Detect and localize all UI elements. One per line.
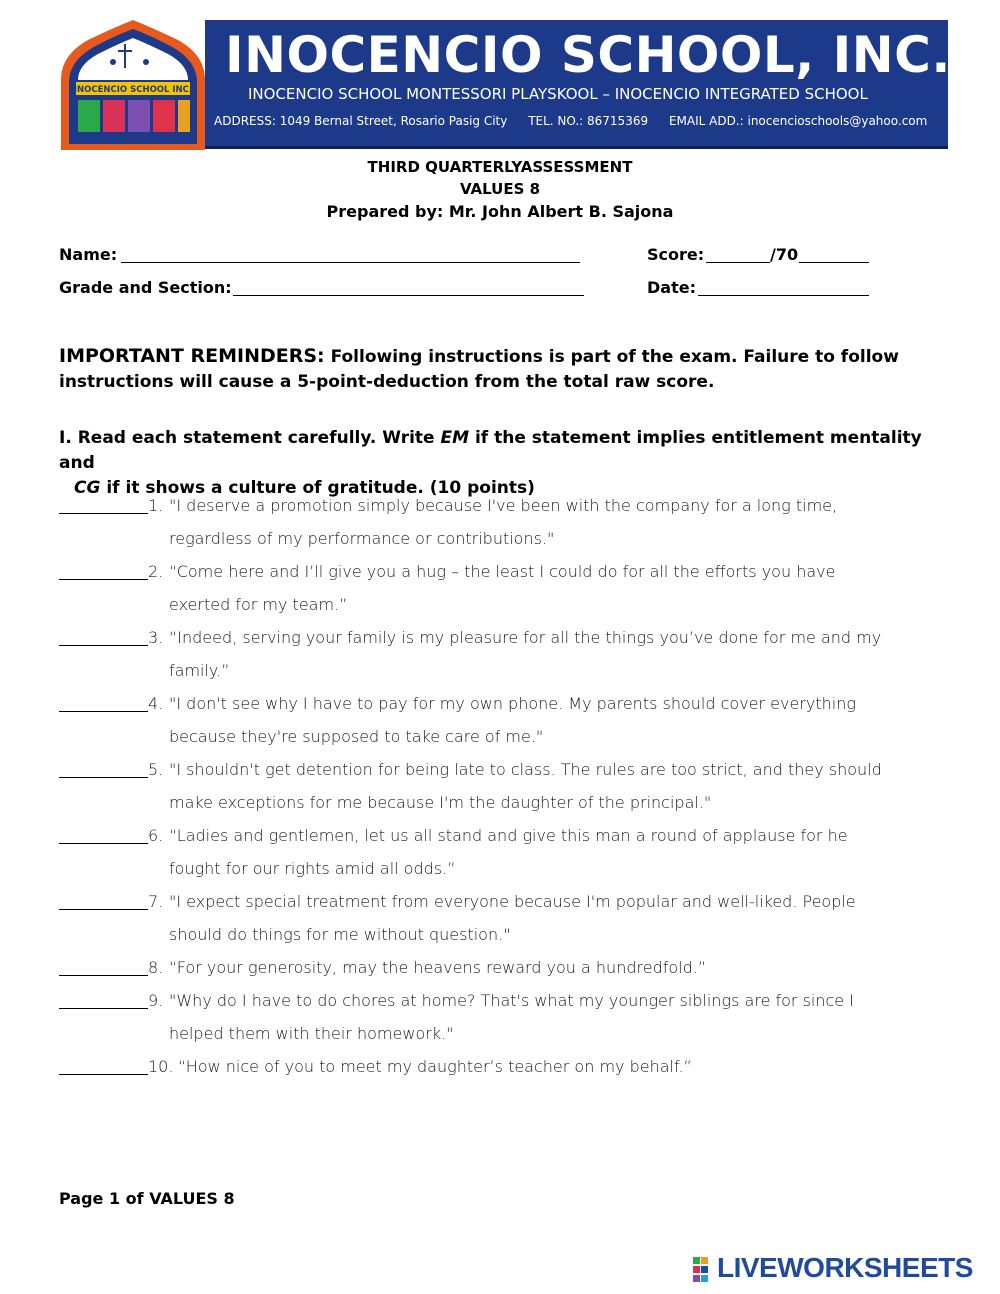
grade-section-label: Grade and Section:: [59, 278, 232, 297]
school-subtitle: INOCENCIO SCHOOL MONTESSORI PLAYSKOOL – INOCENCIO INTEGRATED SCHOOL: [248, 85, 868, 103]
question-number: 6.: [148, 826, 164, 845]
date-field[interactable]: [698, 295, 869, 296]
answer-blank-3[interactable]: [59, 645, 148, 646]
date-label: Date:: [647, 278, 696, 297]
score-field[interactable]: [706, 262, 770, 263]
answer-blank-4[interactable]: [59, 711, 148, 712]
answer-blank-7[interactable]: [59, 909, 148, 910]
question-text-cont: family.”: [169, 661, 230, 680]
reminders-text-2: instructions will cause a 5-point-deduction from the total raw score.: [59, 372, 715, 392]
question-text: "Why do I have to do chores at home? That's what my younger siblings are for since I: [169, 991, 854, 1010]
answer-blank-10[interactable]: [59, 1074, 148, 1075]
question-text: “Ladies and gentlemen, let us all stand and give this man a round of applause for he: [169, 826, 848, 845]
question-number: 4.: [148, 694, 164, 713]
question-number: 9.: [148, 991, 164, 1010]
question-number: 5.: [148, 760, 164, 779]
name-field[interactable]: [121, 262, 580, 263]
liveworksheets-logo-icon: [693, 1257, 715, 1283]
answer-blank-5[interactable]: [59, 777, 148, 778]
assessment-title: THIRD QUARTERLYASSESSMENT: [367, 158, 633, 176]
reminders-heading: IMPORTANT REMINDERS:: [59, 345, 325, 367]
question-text: “For your generosity, may the heavens reward you a hundredfold.”: [169, 958, 707, 977]
question-text: “How nice of you to meet my daughter’s teacher on my behalf.”: [178, 1057, 692, 1076]
question-text-cont: exerted for my team.”: [169, 595, 348, 614]
score-label: Score:: [647, 245, 705, 264]
liveworksheets-brand[interactable]: LIVEWORKSHEETS: [717, 1252, 973, 1283]
question-text: "I shouldn't get detention for being late to class. The rules are too strict, and they should: [169, 760, 882, 779]
school-logo: [58, 20, 208, 152]
question-number: 3.: [148, 628, 164, 647]
question-text: "I deserve a promotion simply because I've been with the company for a long time,: [169, 496, 838, 515]
question-text-cont: because they're supposed to take care of me.": [169, 727, 544, 746]
question-number: 10.: [148, 1057, 174, 1076]
instruction-middle: if the statement implies entitlement mentality and: [59, 428, 922, 473]
question-number: 8.: [148, 958, 164, 977]
question-text-cont: fought for our rights amid all odds.”: [169, 859, 456, 878]
school-contact: [214, 114, 944, 128]
answer-blank-2[interactable]: [59, 579, 148, 580]
question-number: 2.: [148, 562, 164, 581]
answer-blank-9[interactable]: [59, 1008, 148, 1009]
instruction-em: EM: [440, 428, 470, 448]
name-label: Name:: [59, 245, 118, 264]
question-text: “Come here and I’ll give you a hug – the least I could do for all the efforts you have: [169, 562, 836, 581]
answer-blank-1[interactable]: [59, 513, 148, 514]
prepared-by: Prepared by: Mr. John Albert B. Sajona: [326, 202, 674, 221]
school-email: EMAIL ADD.: inocencioschools@yahoo.com: [668, 114, 928, 128]
question-text-cont: should do things for me without question.": [169, 925, 511, 944]
question-text-cont: make exceptions for me because I'm the daughter of the principal.": [169, 793, 712, 812]
instruction-suffix: if it shows a culture of gratitude. (10 points): [106, 478, 535, 498]
page-footer: Page 1 of VALUES 8: [59, 1189, 235, 1208]
question-number: 7.: [148, 892, 164, 911]
school-name: INOCENCIO SCHOOL, INC.: [225, 26, 951, 84]
subject-title: VALUES 8: [459, 180, 541, 198]
question-text-cont: regardless of my performance or contributions.": [169, 529, 555, 548]
question-text: “Indeed, serving your family is my pleasure for all the things you’ve done for me and my: [169, 628, 882, 647]
important-reminders: [59, 344, 939, 395]
school-tel: TEL. NO.: 86715369: [528, 114, 649, 128]
score-trailing-line: [799, 262, 869, 263]
answer-blank-8[interactable]: [59, 975, 148, 976]
section-1-instruction: [59, 426, 959, 501]
question-text: "I expect special treatment from everyone because I'm popular and well-liked. People: [169, 892, 856, 911]
question-number: 1.: [148, 496, 164, 515]
school-address: ADDRESS: 1049 Bernal Street, Rosario Pasig City: [214, 114, 508, 128]
grade-section-field[interactable]: [233, 295, 584, 296]
reminders-text-1: Following instructions is part of the exam. Failure to follow: [330, 347, 899, 367]
question-text-cont: helped them with their homework.": [169, 1024, 454, 1043]
answer-blank-6[interactable]: [59, 843, 148, 844]
instruction-cg: CG: [74, 478, 101, 498]
score-total: /70: [770, 245, 799, 264]
question-text: "I don't see why I have to pay for my own phone. My parents should cover everything: [169, 694, 856, 713]
logo-text: INOCENCIO SCHOOL INC.: [73, 85, 193, 95]
instruction-prefix: I. Read each statement carefully. Write: [59, 428, 435, 448]
